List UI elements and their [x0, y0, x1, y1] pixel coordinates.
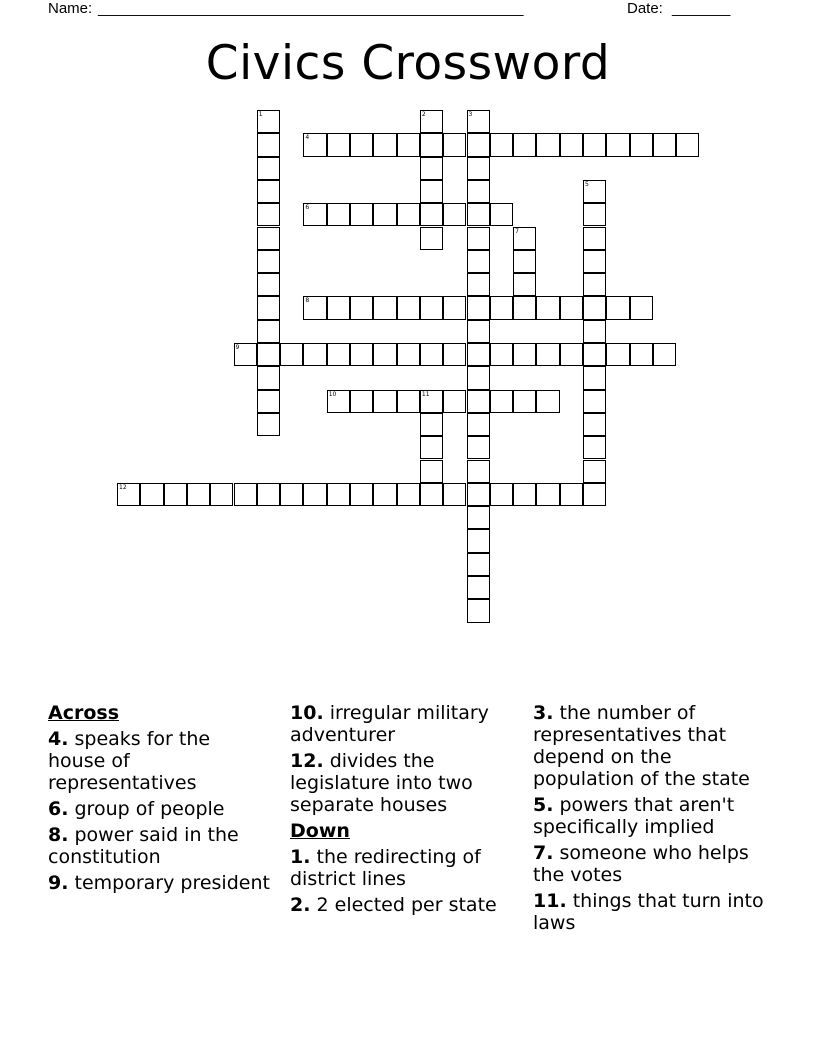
clue-down-2 — [290, 894, 512, 916]
grid-cell[interactable] — [420, 180, 443, 203]
name-label: Name: — [48, 0, 93, 17]
grid-cell[interactable] — [467, 390, 490, 413]
grid-cell[interactable] — [490, 133, 513, 156]
grid-cell[interactable] — [327, 483, 350, 506]
grid-cell[interactable] — [420, 390, 443, 413]
clue-number: 4. — [48, 728, 69, 750]
grid-cell[interactable] — [490, 483, 513, 506]
grid-cell[interactable] — [257, 250, 280, 273]
clue-text: power said in the constitution — [48, 824, 239, 868]
grid-cell[interactable] — [257, 483, 280, 506]
grid-cell[interactable] — [327, 296, 350, 319]
grid-cell[interactable] — [583, 227, 606, 250]
grid-cell[interactable] — [467, 436, 490, 459]
grid-cell[interactable] — [373, 390, 396, 413]
grid-cell[interactable] — [397, 296, 420, 319]
grid-cell[interactable] — [583, 203, 606, 226]
grid-cell[interactable] — [443, 296, 466, 319]
grid-cell[interactable] — [327, 133, 350, 156]
grid-cell[interactable] — [467, 133, 490, 156]
grid-cell[interactable] — [397, 133, 420, 156]
grid-cell[interactable] — [420, 413, 443, 436]
clue-text: the redirecting of district lines — [290, 846, 481, 890]
grid-clue-number: 2 — [421, 111, 426, 118]
grid-cell[interactable] — [280, 343, 303, 366]
grid-cell[interactable] — [257, 180, 280, 203]
grid-cell[interactable] — [560, 133, 583, 156]
grid-cell[interactable] — [583, 390, 606, 413]
grid-clue-number: 10 — [328, 390, 337, 398]
grid-cell[interactable] — [350, 296, 373, 319]
grid-cell[interactable] — [327, 390, 350, 413]
grid-cell[interactable] — [420, 460, 443, 483]
grid-cell[interactable] — [606, 296, 629, 319]
grid-cell[interactable] — [536, 390, 559, 413]
grid-cell[interactable] — [210, 483, 233, 506]
grid-clue-number: 3 — [468, 111, 473, 118]
grid-cell[interactable] — [350, 343, 373, 366]
grid-cell[interactable] — [257, 413, 280, 436]
grid-cell[interactable] — [583, 460, 606, 483]
grid-cell[interactable] — [490, 203, 513, 226]
grid-cell[interactable] — [630, 343, 653, 366]
grid-cell[interactable] — [257, 320, 280, 343]
grid-cell[interactable] — [350, 390, 373, 413]
grid-cell[interactable] — [467, 250, 490, 273]
grid-cell[interactable] — [583, 320, 606, 343]
grid-cell[interactable] — [373, 343, 396, 366]
clue-number: 11. — [533, 890, 567, 912]
grid-cell[interactable] — [257, 273, 280, 296]
grid-cell[interactable] — [420, 296, 443, 319]
grid-cell[interactable] — [443, 203, 466, 226]
grid-cell[interactable] — [420, 203, 443, 226]
page-title: Civics Crossword — [205, 36, 611, 91]
clue-number: 5. — [533, 794, 554, 816]
grid-cell[interactable] — [467, 157, 490, 180]
grid-cell[interactable] — [303, 203, 326, 226]
clue-text: temporary president — [74, 872, 270, 894]
grid-cell[interactable] — [513, 227, 536, 250]
grid-cell[interactable] — [234, 483, 257, 506]
grid-cell[interactable] — [303, 296, 326, 319]
grid-cell[interactable] — [257, 227, 280, 250]
grid-cell[interactable] — [140, 483, 163, 506]
grid-cell[interactable] — [397, 203, 420, 226]
grid-cell[interactable] — [420, 483, 443, 506]
clue-number: 10. — [290, 702, 324, 724]
grid-cell[interactable] — [467, 599, 490, 622]
grid-cell[interactable] — [257, 390, 280, 413]
grid-clue-number: 12 — [119, 483, 127, 491]
clue-text: powers that aren't specifically implied — [533, 794, 735, 838]
grid-cell[interactable] — [373, 483, 396, 506]
grid-cell[interactable] — [420, 110, 443, 133]
clue-down-3 — [533, 702, 773, 790]
grid-cell[interactable] — [467, 227, 490, 250]
grid-cell[interactable] — [513, 483, 536, 506]
grid-cell[interactable] — [164, 483, 187, 506]
clue-number: 9. — [48, 872, 69, 894]
clue-text: things that turn into laws — [533, 890, 764, 934]
grid-cell[interactable] — [117, 483, 140, 506]
clue-across-8 — [48, 824, 273, 868]
grid-cell[interactable] — [536, 133, 559, 156]
across-heading: Across — [48, 702, 120, 724]
grid-cell[interactable] — [467, 110, 490, 133]
down-heading: Down — [290, 820, 350, 842]
grid-cell[interactable] — [420, 343, 443, 366]
grid-cell[interactable] — [467, 180, 490, 203]
clues-column-2 — [290, 702, 512, 920]
clue-text: the number of representatives that depend on the population of the state — [533, 702, 750, 790]
grid-cell[interactable] — [327, 343, 350, 366]
grid-cell[interactable] — [583, 180, 606, 203]
name-blank[interactable]: ___________________________________________________ — [98, 0, 524, 17]
grid-clue-number: 8 — [305, 297, 310, 305]
grid-cell[interactable] — [653, 133, 676, 156]
grid-cell[interactable] — [420, 133, 443, 156]
grid-cell[interactable] — [467, 296, 490, 319]
grid-cell[interactable] — [187, 483, 210, 506]
date-label: Date: — [627, 0, 663, 17]
clue-across-12 — [290, 750, 512, 816]
grid-cell[interactable] — [397, 483, 420, 506]
grid-cell[interactable] — [653, 343, 676, 366]
grid-cell[interactable] — [280, 483, 303, 506]
grid-cell[interactable] — [467, 576, 490, 599]
clue-across-10 — [290, 702, 512, 746]
grid-cell[interactable] — [467, 366, 490, 389]
clue-text: speaks for the house of representatives — [48, 728, 211, 794]
grid-cell[interactable] — [257, 133, 280, 156]
grid-cell[interactable] — [676, 133, 699, 156]
grid-cell[interactable] — [630, 133, 653, 156]
grid-clue-number: 7 — [515, 227, 519, 235]
clue-text: 2 elected per state — [316, 894, 497, 916]
grid-cell[interactable] — [583, 250, 606, 273]
grid-cell[interactable] — [630, 296, 653, 319]
grid-cell[interactable] — [350, 203, 373, 226]
grid-cell[interactable] — [467, 413, 490, 436]
clue-number: 6. — [48, 798, 69, 820]
grid-cell[interactable] — [583, 483, 606, 506]
grid-cell[interactable] — [303, 133, 326, 156]
grid-cell[interactable] — [583, 366, 606, 389]
grid-cell[interactable] — [467, 273, 490, 296]
grid-cell[interactable] — [583, 296, 606, 319]
grid-cell[interactable] — [583, 436, 606, 459]
grid-cell[interactable] — [583, 273, 606, 296]
grid-cell[interactable] — [467, 460, 490, 483]
grid-cell[interactable] — [513, 250, 536, 273]
grid-cell[interactable] — [303, 343, 326, 366]
grid-cell[interactable] — [373, 296, 396, 319]
grid-cell[interactable] — [257, 343, 280, 366]
grid-cell[interactable] — [443, 133, 466, 156]
grid-clue-number: 1 — [258, 111, 263, 118]
grid-cell[interactable] — [467, 483, 490, 506]
grid-cell[interactable] — [420, 157, 443, 180]
grid-cell[interactable] — [467, 529, 490, 552]
grid-cell[interactable] — [234, 343, 257, 366]
grid-cell[interactable] — [606, 343, 629, 366]
grid-cell[interactable] — [536, 296, 559, 319]
grid-cell[interactable] — [443, 483, 466, 506]
grid-cell[interactable] — [513, 273, 536, 296]
grid-cell[interactable] — [490, 390, 513, 413]
clue-down-7 — [533, 842, 773, 886]
clue-down-5 — [533, 794, 773, 838]
grid-cell[interactable] — [350, 483, 373, 506]
grid-cell[interactable] — [536, 483, 559, 506]
grid-cell[interactable] — [490, 296, 513, 319]
grid-cell[interactable] — [513, 296, 536, 319]
grid-cell[interactable] — [467, 506, 490, 529]
clue-text: group of people — [74, 798, 225, 820]
grid-cell[interactable] — [443, 343, 466, 366]
grid-cell[interactable] — [350, 133, 373, 156]
clues-column-3 — [533, 702, 773, 938]
clue-number: 2. — [290, 894, 311, 916]
clue-across-4 — [48, 728, 273, 794]
grid-cell[interactable] — [420, 227, 443, 250]
clues-column-1 — [48, 702, 273, 898]
grid-cell[interactable] — [560, 483, 583, 506]
clue-text: divides the legislature into two separate houses — [290, 750, 473, 816]
grid-cell[interactable] — [513, 133, 536, 156]
grid-cell[interactable] — [420, 436, 443, 459]
grid-clue-number: 5 — [585, 180, 589, 188]
grid-cell[interactable] — [467, 553, 490, 576]
grid-cell[interactable] — [583, 133, 606, 156]
clue-text: irregular military adventurer — [290, 702, 489, 746]
grid-cell[interactable] — [467, 320, 490, 343]
grid-cell[interactable] — [257, 203, 280, 226]
grid-cell[interactable] — [257, 110, 280, 133]
grid-cell[interactable] — [257, 157, 280, 180]
grid-cell[interactable] — [560, 296, 583, 319]
grid-cell[interactable] — [583, 343, 606, 366]
grid-cell[interactable] — [513, 343, 536, 366]
grid-cell[interactable] — [536, 343, 559, 366]
grid-cell[interactable] — [397, 390, 420, 413]
clue-number: 8. — [48, 824, 69, 846]
grid-cell[interactable] — [513, 390, 536, 413]
grid-cell[interactable] — [467, 343, 490, 366]
grid-cell[interactable] — [257, 296, 280, 319]
date-blank[interactable]: _______ — [672, 0, 731, 17]
clue-number: 3. — [533, 702, 554, 724]
clue-across-6 — [48, 798, 273, 820]
clue-across-9 — [48, 872, 273, 894]
clue-text: someone who helps the votes — [533, 842, 749, 886]
clue-number: 7. — [533, 842, 554, 864]
grid-cell[interactable] — [327, 203, 350, 226]
grid-clue-number: 11 — [421, 390, 430, 398]
grid-cell[interactable] — [606, 133, 629, 156]
clue-number: 1. — [290, 846, 311, 868]
grid-clue-number: 9 — [235, 344, 240, 351]
grid-clue-number: 6 — [305, 204, 310, 212]
grid-cell[interactable] — [443, 390, 466, 413]
grid-clue-number: 4 — [305, 134, 310, 142]
grid-cell[interactable] — [303, 483, 326, 506]
grid-cell[interactable] — [257, 366, 280, 389]
grid-cell[interactable] — [373, 133, 396, 156]
clue-number: 12. — [290, 750, 324, 772]
clue-down-1 — [290, 846, 512, 890]
clue-down-11 — [533, 890, 773, 934]
grid-cell[interactable] — [467, 203, 490, 226]
grid-cell[interactable] — [490, 343, 513, 366]
grid-cell[interactable] — [373, 203, 396, 226]
grid-cell[interactable] — [560, 343, 583, 366]
grid-cell[interactable] — [583, 413, 606, 436]
grid-cell[interactable] — [397, 343, 420, 366]
